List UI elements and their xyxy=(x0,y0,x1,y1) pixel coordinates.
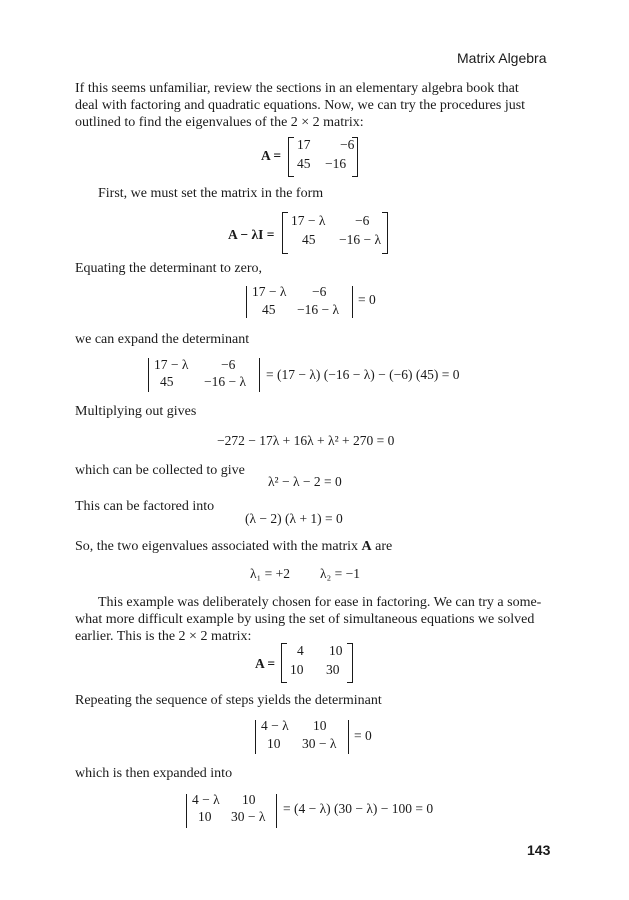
equation-rhs: = (4 − λ) (30 − λ) − 100 = 0 xyxy=(283,801,434,816)
paragraph-line: we can expand the determinant xyxy=(75,332,250,347)
equation-multiplied-out: −272 − 17λ + 16λ + λ² + 270 = 0 xyxy=(217,433,395,448)
matrix-lhs: A = xyxy=(255,656,276,671)
right-bracket xyxy=(382,212,388,254)
determinant-bar xyxy=(148,358,149,392)
paragraph-line: what more difficult example by using the set of simultaneous equations we solved xyxy=(75,612,535,627)
matrix-cell: −16 − λ xyxy=(204,374,247,389)
matrix-symbol: A xyxy=(361,539,372,554)
paragraph-line: which can be collected to give xyxy=(75,463,245,478)
equation-rhs: = 0 xyxy=(354,728,372,743)
right-bracket xyxy=(347,643,353,683)
matrix-cell: 10 xyxy=(329,643,343,658)
determinant-bar xyxy=(246,286,247,318)
page-number: 143 xyxy=(527,842,551,858)
paragraph-line xyxy=(75,538,392,556)
matrix-cell: −16 − λ xyxy=(297,302,340,317)
matrix-cell: 10 xyxy=(313,718,327,733)
text: So, the two eigenvalues associated with the matrix xyxy=(75,539,359,554)
matrix-cell: 4 − λ xyxy=(192,792,220,807)
paragraph-line: earlier. This is the 2 × 2 matrix: xyxy=(75,629,252,644)
determinant-bar xyxy=(348,720,349,754)
matrix-cell: 45 xyxy=(160,374,174,389)
matrix-cell: 45 xyxy=(302,232,316,247)
determinant-bar xyxy=(276,794,277,828)
determinant-bar xyxy=(352,286,353,318)
paragraph-line: deal with factoring and quadratic equations. Now, we can try the procedures just xyxy=(75,98,526,113)
eigenvalue-2: λ₂ = −1 xyxy=(320,566,360,581)
matrix-cell: 30 xyxy=(326,662,340,677)
equation-factored: (λ − 2) (λ + 1) = 0 xyxy=(245,511,343,526)
equation-rhs: = (17 − λ) (−16 − λ) − (−6) (45) = 0 xyxy=(266,367,460,382)
paragraph-line: Equating the determinant to zero, xyxy=(75,261,262,276)
matrix-cell: 17 xyxy=(297,137,311,152)
running-title: Matrix Algebra xyxy=(457,50,547,66)
matrix-cell: −16 − λ xyxy=(339,232,382,247)
paragraph-line: If this seems unfamiliar, review the sections in an elementary algebra book that xyxy=(75,81,519,96)
matrix-cell: 17 − λ xyxy=(154,357,189,372)
matrix-cell: 10 xyxy=(198,809,212,824)
paragraph-line: which is then expanded into xyxy=(75,766,233,781)
matrix-cell: 17 − λ xyxy=(291,213,326,228)
paragraph-line: Repeating the sequence of steps yields the determinant xyxy=(75,693,382,708)
matrix-cell: 4 − λ xyxy=(261,718,289,733)
matrix-cell: 30 − λ xyxy=(231,809,266,824)
matrix-cell: −6 xyxy=(340,137,355,152)
left-bracket xyxy=(288,137,294,177)
equation-rhs: = 0 xyxy=(358,292,376,307)
paragraph-line: Multiplying out gives xyxy=(75,404,197,419)
eigenvalue-1: λ₁ = +2 xyxy=(250,566,290,581)
equation-collected: λ² − λ − 2 = 0 xyxy=(268,474,342,489)
matrix-lhs: A − λI = xyxy=(228,227,275,242)
text: are xyxy=(375,539,393,554)
determinant-bar xyxy=(259,358,260,392)
paragraph-line: First, we must set the matrix in the form xyxy=(98,186,324,201)
paragraph-line: This can be factored into xyxy=(75,499,215,514)
matrix-cell: 10 xyxy=(290,662,304,677)
paragraph-line: outlined to find the eigenvalues of the 2 × 2 matrix: xyxy=(75,115,364,130)
matrix-cell: 45 xyxy=(297,156,311,171)
matrix-cell: −16 xyxy=(325,156,347,171)
matrix-cell: −6 xyxy=(355,213,370,228)
matrix-cell: 4 xyxy=(297,643,304,658)
matrix-cell: 10 xyxy=(267,736,281,751)
determinant-bar xyxy=(186,794,187,828)
left-bracket xyxy=(282,212,288,254)
left-bracket xyxy=(281,643,287,683)
matrix-cell: 17 − λ xyxy=(252,284,287,299)
matrix-cell: −6 xyxy=(221,357,236,372)
right-bracket xyxy=(352,137,358,177)
matrix-cell: 10 xyxy=(242,792,256,807)
matrix-cell: −6 xyxy=(312,284,327,299)
paragraph-line: This example was deliberately chosen for ease in factoring. We can try a some- xyxy=(98,595,542,610)
matrix-cell: 30 − λ xyxy=(302,736,337,751)
matrix-lhs: A = xyxy=(261,148,282,163)
matrix-cell: 45 xyxy=(262,302,276,317)
determinant-bar xyxy=(255,720,256,754)
